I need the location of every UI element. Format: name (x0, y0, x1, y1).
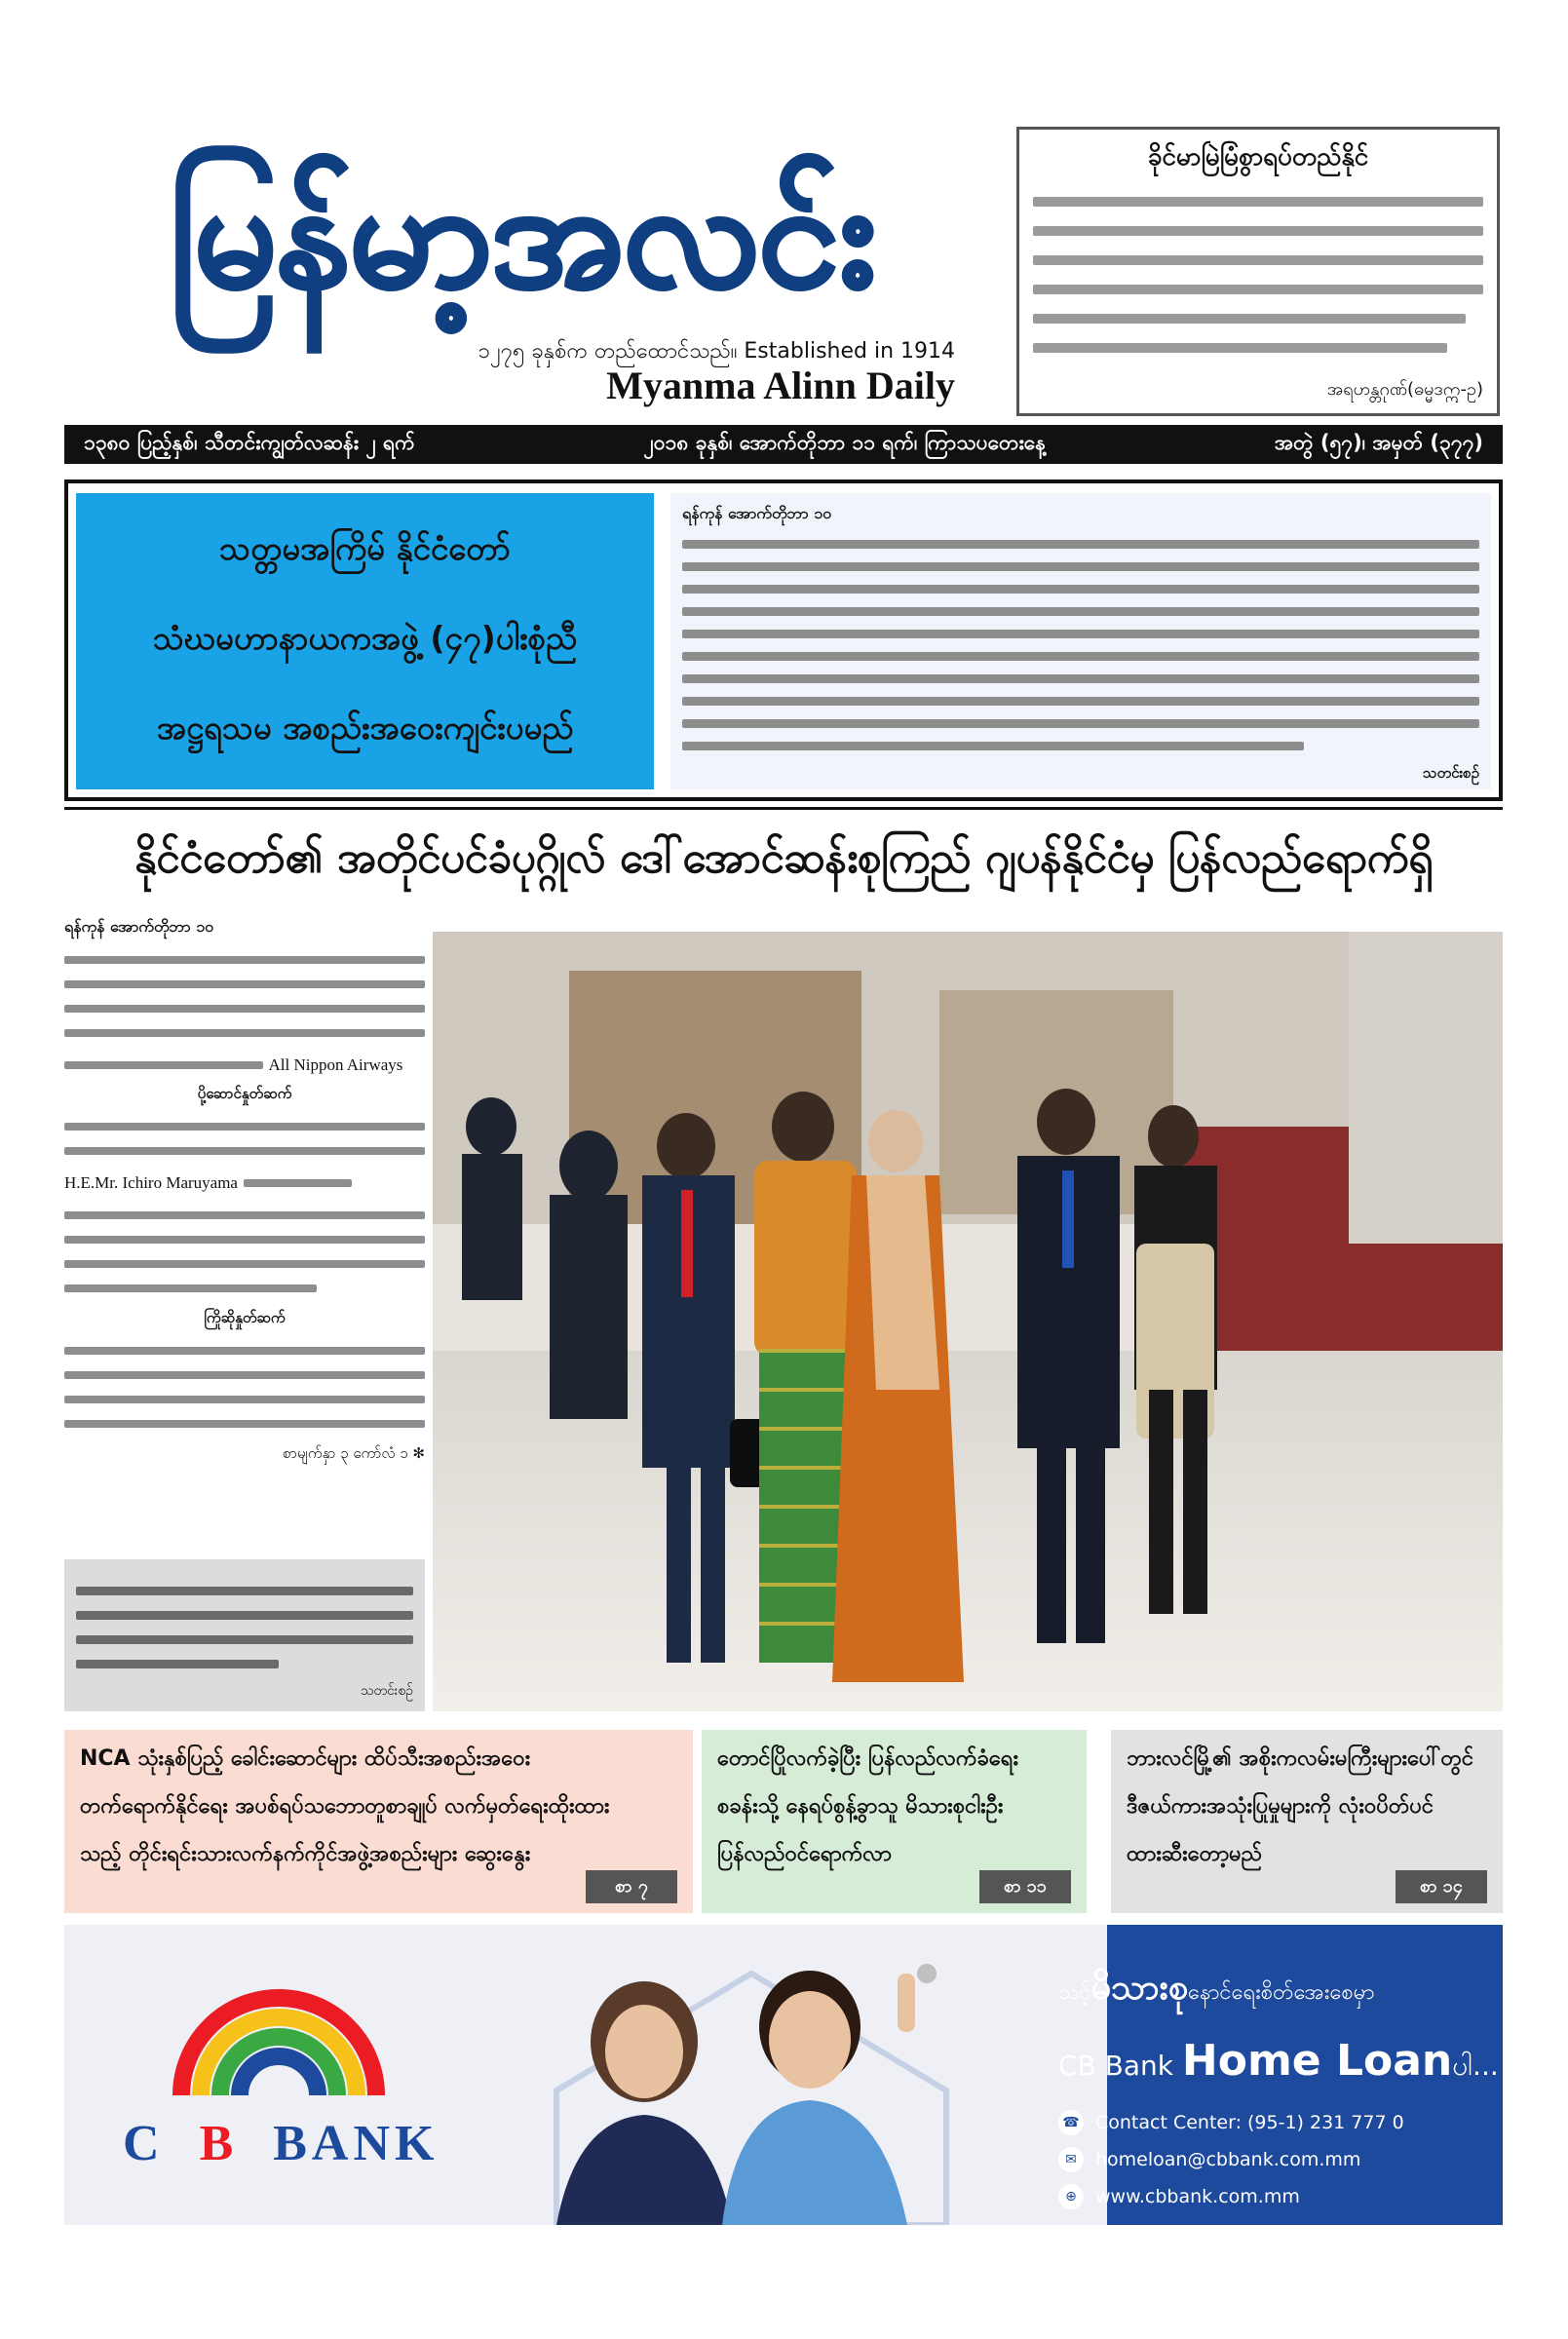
myanmar-date: ၁၃၈၀ ပြည့်နှစ်၊ သီတင်းကျွတ်လဆန်း ၂ ရက် (84, 430, 415, 454)
masthead-logo-text: မြန်မာ့အလင်း (169, 150, 875, 321)
teaser-berlin-diesel[interactable] (1111, 1730, 1503, 1913)
ambassador-name: H.E.Mr. Ichiro Maruyama (64, 1173, 238, 1192)
teaser-nca-talks[interactable] (64, 1730, 693, 1913)
advert-couple-illustration (498, 1935, 1014, 2225)
advert-website[interactable]: ⊕ www.cbbank.com.mm (1058, 2184, 1483, 2209)
advert-contact-center[interactable]: ☎ Contact Center: (95-1) 231 777 0 (1058, 2110, 1483, 2135)
lead-story-body (670, 493, 1491, 789)
teaser-page-tag: စာ ၇ (586, 1870, 677, 1903)
phone-icon: ☎ (1058, 2110, 1084, 2135)
ear-box-title: ခိုင်မာမြဲမြံစွာရပ်တည်နိုင် (1147, 142, 1369, 172)
caption-credit: သတင်းစဉ် (360, 1683, 413, 1699)
teaser-line: ထားဆီးတော့မည် (1127, 1842, 1263, 1866)
web-icon: ⊕ (1058, 2184, 1084, 2209)
photo-caption (64, 1559, 425, 1711)
lead-headline-line: သတ္တမအကြိမ် နိုင်ငံတော် (219, 528, 511, 567)
main-story-column (64, 916, 425, 1476)
english-masthead: Myanma Alinn Daily (606, 364, 955, 407)
subhead-welcome: ကြိုဆိုနှုတ်ဆက် (204, 1309, 286, 1326)
email-icon: ✉ (1058, 2147, 1084, 2172)
main-dateline: ရန်ကုန် အောက်တိုဘာ ၁၀ (64, 917, 214, 936)
teaser-line: တက်ရောက်နိုင်ရေး အပစ်ရပ်သဘောတူစာချုပ် လက်မှတ်ရေးထိုးထား (80, 1794, 610, 1819)
teaser-line: NCA သုံးနှစ်ပြည့် ခေါင်းဆောင်များ ထိပ်သီးအစည်းအဝေး (80, 1746, 531, 1771)
lead-headline-line: သံဃမဟာနာယကအဖွဲ့ (၄၇)ပါးစုံညီ (152, 618, 578, 657)
date-bar (64, 425, 1503, 464)
airline-name: All Nippon Airways (268, 1055, 403, 1074)
main-headline[interactable]: နိုင်ငံတော်၏ အတိုင်ပင်ခံပုဂ္ဂိုလ် ဒေါ်အောင်ဆန်းစုကြည် ဂျပန်နိုင်ငံမှ ပြန်လည်ရောက်ရှိ (134, 833, 1433, 883)
cb-bank-wordmark: C B BANK (123, 2116, 440, 2171)
lead-byline: သတင်းစဉ် (1423, 764, 1479, 782)
lead-headline-line: အဋ္ဌရသမ အစည်းအဝေးကျင်းပမည် (156, 708, 574, 747)
teaser-line: ဘားလင်မြို့၏ အစိုးကလမ်းမကြီးများပေါ်တွင် (1127, 1746, 1474, 1771)
continued-symbol-icon: ✻ (412, 1444, 425, 1462)
continued-note (64, 1444, 425, 1466)
teaser-page-tag: စာ ၁၁ (979, 1870, 1071, 1903)
rainbow-logo-icon (167, 1959, 391, 2105)
cb-bank-advert[interactable] (64, 1925, 1503, 2225)
teaser-line: တောင်ပြိုလက်ခဲ့ပြီး ပြန်လည်လက်ခံရေး (717, 1746, 1019, 1771)
news-photo[interactable] (433, 932, 1503, 1711)
lead-story-headline[interactable] (76, 493, 654, 789)
news-photo-illustration (433, 932, 1503, 1711)
teaser-page-tag: စာ ၁၄ (1396, 1870, 1487, 1903)
issue-number: အတွဲ (၅၇)၊ အမှတ် (၃၇၇) (1274, 430, 1483, 454)
teaser-landslide[interactable] (702, 1730, 1087, 1913)
teaser-line: စခန်းသို့ နေရပ်စွန့်ခွာသူ မိသားစုငါးဦး (717, 1794, 1004, 1819)
continued-text: စာမျက်နှာ ၃ ကော်လံ ၁ (283, 1444, 408, 1462)
advert-right-panel (1039, 1925, 1503, 2225)
subhead-seeoff: ပို့ဆောင်နှုတ်ဆက် (197, 1085, 292, 1102)
masthead-logo (66, 134, 977, 364)
gregorian-date: ၂၀၁၈ ခုနှစ်၊ အောက်တိုဘာ ၁၁ ရက်၊ ကြာသပတေးနေ့ (643, 430, 1047, 454)
headline-rule (64, 807, 1503, 810)
ear-box (1016, 127, 1500, 416)
advert-tagline: သင့်မိသားစုနောင်ရေးစိတ်အေးစေမှာ (1058, 1968, 1375, 2008)
teaser-line: သည့် တိုင်းရင်းသားလက်နက်ကိုင်အဖွဲ့အစည်းများ ဆွေးနွေး (80, 1842, 531, 1866)
advert-email[interactable]: ✉ homeloan@cbbank.com.mm (1058, 2147, 1483, 2172)
ear-box-body (1033, 197, 1483, 353)
advert-product: CB Bank Home Loanပါ... (1058, 2036, 1499, 2086)
established-line: ၁၂၇၅ ခုနှစ်က တည်ထောင်သည်။ Established in 1914 (478, 339, 955, 364)
lead-dateline: ရန်ကုန် အောက်တိုဘာ ၁၀ (682, 504, 832, 522)
teaser-line: ပြန်လည်ဝင်ရောက်လာ (717, 1842, 892, 1866)
ear-box-signature: အရဟန္တဂုဏ်(ဓမ္မဒဣ-ဥ) (1326, 379, 1483, 400)
teaser-line: ဒီဇယ်ကားအသုံးပြုမှုများကို လုံးဝပိတ်ပင် (1127, 1794, 1434, 1819)
